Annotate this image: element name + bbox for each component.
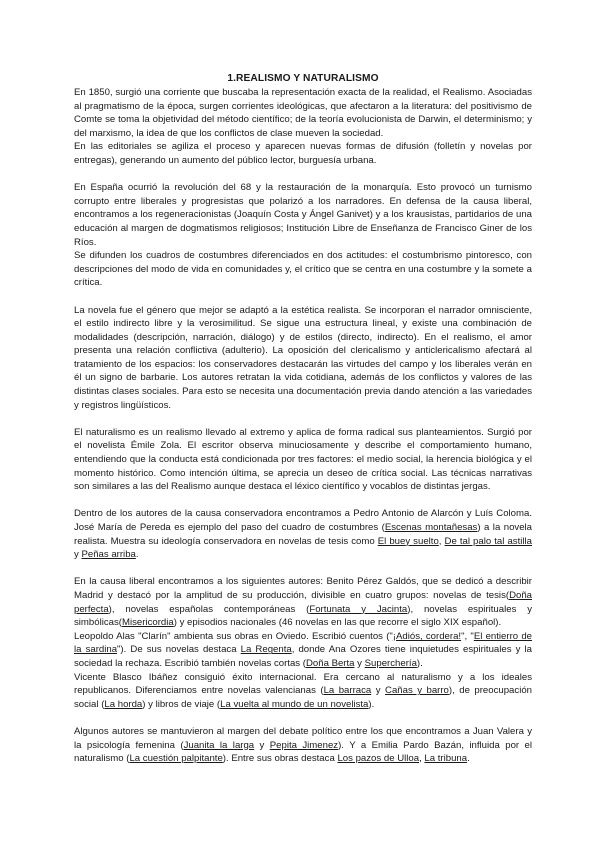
work-title: Cañas y barro bbox=[385, 685, 449, 697]
work-title: El buey suelto bbox=[377, 535, 439, 547]
paragraph-blasco-ibanez: Vicente Blasco Ibáñez consiguió éxito internacional. Era cercano al naturalismo y a los ideales republicanos. Diferenciamos entre novelas valencianas (La barraca y Cañas y barro), de preocupación social (La horda) y libros de viaje (La vuelta al mundo de un novelista). bbox=[74, 671, 532, 710]
work-title: La Regenta bbox=[240, 644, 292, 656]
paragraph-novela-realista: La novela fue el género que mejor se adaptó a la estética realista. Se incorporan el narrador omnisciente, el estilo indirecto libre y la verosimilitud. Se sigue una estructura lineal, y existe una combinación de modalidades (descripción, narración, diálogo) y de estilos (directo, indirecto). En el realismo, el amor presenta una relación conflictiva (adulterio). La oposición del clericalismo y anticlericalismo afectará al tratamiento de los espacios: los conservadores destacarán las virtudes del campo y los liberales verán en él un signo de barbarie. Los autores retratan la vida cotidiana, además de los conflictos y valores de las distintas clases sociales. Para esto se necesita una documentación previa dando atención a las variedades y registros lingüísticos. bbox=[74, 304, 532, 411]
work-title: De tal palo tal astilla bbox=[444, 535, 532, 547]
work-title: Peñas arriba bbox=[81, 549, 136, 561]
document-title: 1.REALISMO Y NATURALISMO bbox=[227, 73, 379, 84]
work-title: La barraca bbox=[323, 685, 372, 697]
work-title: La vuelta al mundo de un novelista bbox=[220, 698, 369, 710]
work-title: Los pazos de Ulloa bbox=[337, 753, 420, 765]
work-title: ¡Adiós, cordera! bbox=[392, 630, 462, 642]
work-title: La tribuna bbox=[424, 753, 468, 765]
work-title: Doña perfecta bbox=[74, 589, 532, 615]
paragraph-costumbrismo: Se difunden los cuadros de costumbres diferenciados en dos actitudes: el costumbrismo pintoresco, con descripciones del modo de vida en comunidades y, el crítico que se centra en una costumbre y la somete a crítica. bbox=[74, 250, 532, 289]
work-title: Misericordia bbox=[121, 617, 174, 629]
work-title: Escenas montañesas bbox=[384, 522, 478, 533]
paragraph-naturalismo: El naturalismo es un realismo llevado al extremo y aplica de forma radical sus planteamientos. Surgió por el novelista Émile Zola. El escritor observa minuciosamente y describe el comportamiento humano, entendiendo que la conducta está condicionada por tres factores: el medio social, la herencia biológica y el momento histórico. Como intención última, se aprecia un deseo de crítica social. Las técnicas narrativas son similares a las del Realismo aunque destaca el léxico científico y vocablos de distintas jergas. bbox=[74, 426, 532, 493]
paragraph-editoriales: En las editoriales se agiliza el proceso y aparecen nuevas formas de difusión (folletín y novelas por entregas), generando un aumento del público lector, burguesía urbana. bbox=[74, 141, 532, 166]
paragraph-autores-conservadores: Dentro de los autores de la causa conservadora encontramos a Pedro Antonio de Alarcón y Luís Coloma. José María de Pereda es ejemplo del paso del cuadro de costumbres (Escenas montañesas) a la novela realista. Muestra su ideología conservadora en novelas de tesis como El buey suelto, De tal palo tal astilla y Peñas arriba. bbox=[74, 508, 533, 561]
work-title: El entierro de la sardina bbox=[74, 630, 533, 656]
work-title: La horda bbox=[104, 698, 143, 710]
paragraph-realismo-origen: En 1850, surgió una corriente que buscaba la representación exacta de la realidad, el Realismo. Asociadas al pragmatismo de la época, surgen corrientes ideológicas, que afectaron a la literatura: del positivismo de Comte se toma la objetividad del método científico; de la teoría evolucionista de Darwin, el determinismo; y del marxismo, la idea de que los conflictos de clase mueven la sociedad. bbox=[74, 87, 532, 139]
paragraph-galdos: En la causa liberal encontramos a los siguientes autores: Benito Pérez Galdós, que se dedicó a describir Madrid y destacó por la amplitud de su producción, divisible en cuatro grupos: novelas de tesis(Doña perfecta), novelas españolas contemporáneas (Fortunata y Jacinta), novelas espirituales y simbólicas(Misericordia) y episodios nacionales (46 novelas en las que recorre el siglo XIX español). bbox=[74, 576, 532, 629]
document-page bbox=[74, 72, 532, 766]
paragraph-espana-contexto: En España ocurrió la revolución del 68 y la restauración de la monarquía. Esto provocó un turnismo corrupto entre liberales y progresistas que polarizó a los narradores. En defensa de la causa liberal, encontramos a los regeneracionistas (Joaquín Costa y Ángel Ganivet) y a los krausistas, partidarios de una educación al margen de dogmatismos religiosos; Institución Libre de Enseñanza de Francisco Giner de los Ríos. bbox=[74, 182, 532, 248]
work-title: Superchería bbox=[364, 657, 417, 669]
work-title: La cuestión palpitante bbox=[129, 753, 223, 765]
work-title: Juanita la larga bbox=[183, 739, 255, 751]
work-title: Fortunata y Jacinta bbox=[309, 603, 408, 615]
paragraph-clarin: Leopoldo Alas "Clarín" ambienta sus obras en Oviedo. Escribió cuentos ("¡Adiós, cordera!", "El entierro de la sardina"). De sus novelas destaca La Regenta, donde Ana Ozores tiene inquietudes espirituales y la sociedad la rechaza. Escribió también novelas cortas (Doña Berta y Superchería). bbox=[74, 630, 533, 669]
paragraph-valera-pardo-bazan: Algunos autores se mantuvieron al margen del debate político entre los que encontramos a Juan Valera y la psicología femenina (Juanita la larga y Pepita Jimenez). Y a Emilia Pardo Bazán, influida por el naturalismo (La cuestión palpitante). Entre sus obras destaca Los pazos de Ulloa, La tribuna. bbox=[74, 725, 532, 765]
work-title: Doña Berta bbox=[305, 657, 355, 669]
work-title: Pepita Jimenez bbox=[269, 739, 339, 751]
